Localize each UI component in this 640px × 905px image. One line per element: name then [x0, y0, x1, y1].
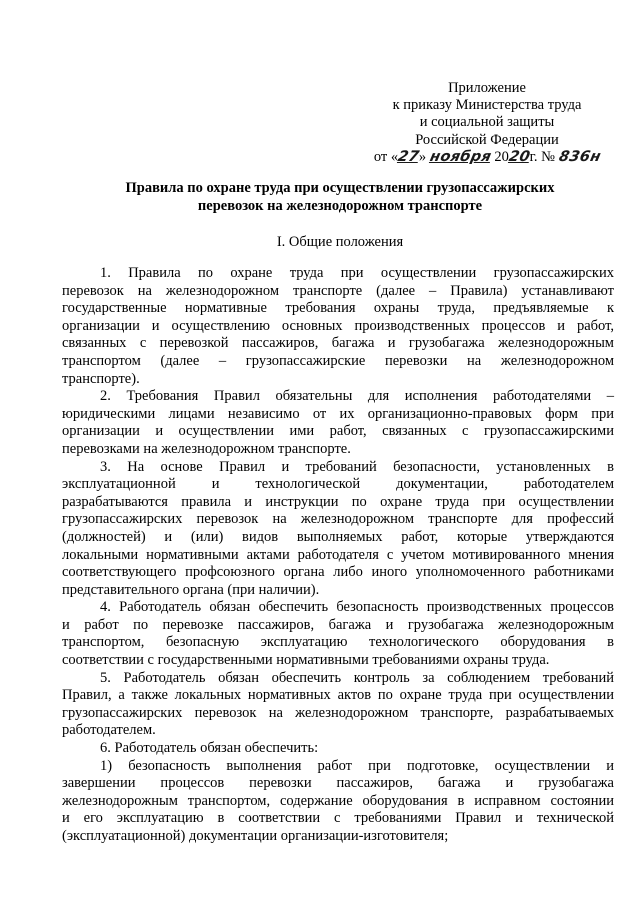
paragraph-line: юридическими лицами независимо от их организационно-правовых форм при [62, 405, 614, 422]
paragraph-line: железнодорожным транспортом, содержание оборудования в исправном состоянии [62, 792, 614, 809]
appendix-country-line: Российской Федерации [415, 131, 559, 148]
handwritten-order-number: 836н [557, 148, 602, 165]
document-title [60, 180, 620, 215]
handwritten-month: ноября [428, 148, 493, 165]
paragraph-4 [62, 599, 614, 669]
paragraph-line: разрабатываются правила и инструкции по охране труда при осуществлении [62, 493, 614, 510]
paragraph-line: 5. Работодатель обязан обеспечить контроль за соблюдением требований [100, 669, 614, 686]
paragraph-line: соответствующего профсоюзного органа либо иного уполномоченного работниками [62, 564, 614, 581]
title-line-2: перевозок на железнодорожном транспорте [197, 197, 483, 214]
paragraph-7 [62, 758, 614, 846]
date-year-prefix: 20 [494, 148, 509, 165]
paragraph-line: соответствии с государственными нормативными требованиями охраны труда. [62, 652, 550, 669]
paragraph-line: грузопассажирских перевозок на железнодорожном транспорте для профессий [62, 511, 614, 528]
paragraph-line: транспортом, безопасную эксплуатацию технологического оборудования в [62, 634, 614, 651]
paragraph-line: Правил, а также локальных нормативных актов по охране труда при осуществлении [62, 687, 614, 704]
paragraph-line: и его эксплуатацию в соответствии с требованиями Правил и технической [62, 810, 614, 827]
paragraph-line: 2. Требования Правил обязательны для исполнения работодателями – [100, 388, 614, 405]
date-g-number: г. № [529, 148, 556, 165]
paragraph-line: завершении процессов перевозки пассажиров, багажа и грузобагажа [62, 775, 614, 792]
paragraph-line: локальными нормативными актами работодателя с учетом мотивированного мнения [62, 546, 614, 563]
paragraph-line: эксплуатационной и технологической документации, работодателем [62, 476, 614, 493]
paragraph-line: представительного органа (при наличии). [62, 581, 320, 598]
appendix-label: Приложение [448, 80, 526, 96]
paragraph-line: государственные нормативные требования охраны труда, предъявляемые к [62, 300, 614, 317]
paragraph-line: (эксплуатационной) документации организации-изготовителя; [62, 828, 449, 844]
paragraph-3 [62, 459, 614, 600]
title-line-1: Правила по охране труда при осуществлении грузопассажирских [125, 180, 555, 196]
section-heading: I. Общие положения [276, 234, 404, 250]
paragraph-6 [62, 740, 614, 758]
paragraph-line: 4. Работодатель обязан обеспечить безопасность производственных процессов [100, 599, 614, 616]
appendix-order-ref: к приказу Министерства труда [392, 97, 582, 114]
paragraph-line: (должностей) и (или) видов выполняемых работ, которые утверждаются [62, 528, 614, 545]
paragraph-line: и работ по перевозке пассажиров, багажа и грузобагажа железнодорожным [62, 616, 614, 633]
body-text [62, 265, 614, 846]
handwritten-year: 20 [507, 148, 532, 165]
paragraph-line: 1. Правила по охране труда при осуществлении грузопассажирских [100, 265, 614, 281]
handwritten-day: 27 [396, 148, 421, 165]
paragraph-line: связанных с перевозкой пассажиров, багажа и грузобагажа железнодорожным [62, 335, 614, 352]
paragraph-line: грузопассажирских перевозок на железнодорожном транспорте, разрабатываемых [62, 704, 614, 721]
paragraph-line: транспортом (далее – грузопассажирские перевозки на железнодорожном [62, 352, 614, 369]
paragraph-line: 6. Работодатель обязан обеспечить: [100, 740, 319, 757]
paragraph-line: работодателем. [62, 722, 156, 739]
paragraph-2 [62, 388, 614, 458]
date-mid: » [418, 148, 427, 165]
paragraph-line: перевозок на железнодорожном транспорте (далее – Правила) устанавливают [62, 282, 614, 299]
paragraph-line: перевозками на железнодорожном транспорте. [62, 440, 351, 457]
date-prefix: от « [373, 148, 399, 165]
paragraph-line: 3. На основе Правил и требований безопасности, установленных в [100, 458, 614, 475]
paragraph-5 [62, 670, 614, 740]
paragraph-line: транспорте). [62, 370, 140, 387]
paragraph-line: 1) безопасность выполнения работ при подготовке, осуществлении и [100, 757, 614, 774]
appendix-date-line [372, 149, 602, 166]
appendix-block [372, 80, 602, 166]
paragraph-line: организации и осуществлении ими работ, связанных с грузопассажирскими [62, 423, 614, 440]
appendix-ministry-line: и социальной защиты [419, 114, 555, 131]
paragraph-1 [62, 265, 614, 388]
paragraph-line: организации и осуществлению основных производственных процессов и работ, [62, 317, 614, 334]
